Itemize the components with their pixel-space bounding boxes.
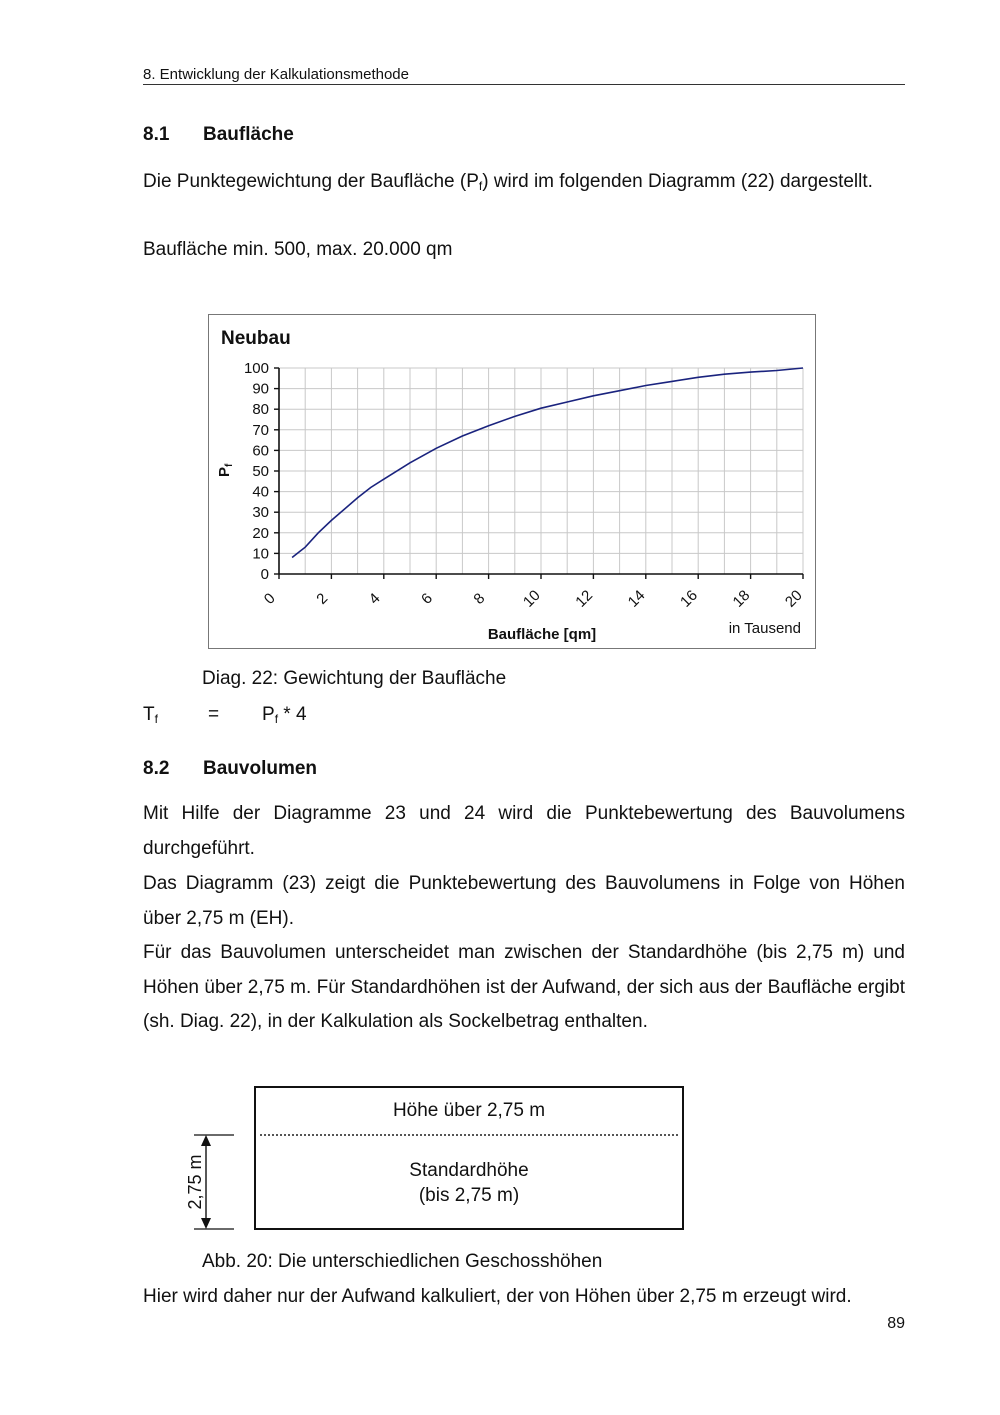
x-tick-label: 4 (365, 589, 384, 608)
x-tick-label: 8 (470, 589, 489, 608)
y-tick-label: 20 (252, 524, 269, 542)
x-tick-label: 20 (781, 586, 806, 611)
series-line-neubau (292, 368, 803, 558)
chart-frame (208, 314, 816, 649)
x-tick-label: 2 (313, 589, 332, 608)
formula (143, 704, 543, 730)
para-text-end: ) wird im folgenden Diagramm (22) dargestellt. (482, 171, 873, 192)
upper-height-label: Höhe über 2,75 m (392, 1100, 546, 1121)
formula-rhs: $P_f * 4$ (262, 704, 307, 726)
running-header: 8. Entwicklung der Kalkulationsmethode (143, 66, 905, 85)
section-2-paragraph-2: Das Diagramm (23) zeigt die Punktebewertung des Bauvolumens in Folge von Höhen über 2,75 m (EH). (143, 873, 905, 929)
y-tick-label: 90 (252, 380, 269, 398)
y-tick-label: 40 (252, 483, 269, 501)
x-unit-note: in Tausend (728, 620, 801, 637)
chart-title: Neubau (221, 328, 291, 349)
x-tick-label: 10 (519, 586, 544, 611)
y-tick-label: 0 (260, 566, 269, 583)
area-range-line: Baufläche min. 500, max. 20.000 qm (143, 239, 453, 260)
section-heading-8-1 (143, 124, 543, 148)
figure-caption: Abb. 20: Die unterschiedlichen Geschosshöhen (202, 1251, 603, 1272)
y-axis-label: $P_f$ (216, 463, 235, 477)
dimension-label: 2,75 m (185, 1154, 205, 1210)
section-heading-8-2 (143, 758, 543, 782)
closing-sentence: Hier wird daher nur der Aufwand kalkuliert, der von Höhen über 2,75 m erzeugt wird. (143, 1286, 852, 1307)
x-tick-label: 12 (572, 586, 597, 611)
x-tick-label: 16 (677, 586, 701, 611)
y-tick-label: 100 (243, 360, 269, 377)
x-axis-label: Baufläche [qm] (487, 626, 597, 643)
y-tick-label: 50 (252, 463, 269, 480)
para-text-start: Die Punktegewichtung der Baufläche (P (143, 171, 479, 192)
section-title: Bauvolumen (203, 758, 318, 779)
section-number: 8.1 (143, 124, 170, 145)
diagram-caption: Diag. 22: Gewichtung der Baufläche (202, 668, 507, 689)
x-tick-label: 18 (729, 586, 754, 611)
section-2-paragraph-1: Mit Hilfe der Diagramme 23 und 24 wird die Punktebewertung des Bauvolumens durchgeführt. (143, 803, 905, 859)
section-number: 8.2 (143, 758, 170, 779)
x-tick-label: 0 (260, 589, 279, 608)
y-tick-label: 60 (252, 442, 269, 460)
section-2-paragraph-3: Für das Bauvolumen unterscheidet man zwischen der Standardhöhe (bis 2,75 m) und Höhen über 2,75 m. Für Standardhöhen ist der Aufwand, der sich aus der Baufläche ergibt (sh. Diag. 22), in der Kalkulation als Sockelbetrag enthalten. (143, 942, 905, 1032)
y-tick-label: 80 (252, 401, 269, 419)
standard-height-title: Standardhöhe (409, 1160, 529, 1181)
y-tick-label: 70 (252, 421, 269, 439)
section-title: Baufläche (203, 124, 294, 145)
formula-equals: = (208, 704, 220, 725)
page-number: 89 (887, 1315, 905, 1332)
y-tick-label: 10 (252, 545, 269, 563)
para-subscript: f (478, 179, 483, 193)
dotted-divider (260, 1134, 678, 1136)
standard-height-label (256, 1158, 682, 1208)
y-tick-label: 30 (252, 504, 269, 522)
neubau-chart (209, 315, 815, 648)
formula-lhs: $T_f$ (143, 704, 158, 726)
arrow-up-icon (201, 1135, 211, 1146)
standard-height-range: (bis 2,75 m) (418, 1185, 520, 1206)
height-dimension-marker (180, 1126, 240, 1236)
section-1-paragraph (143, 165, 905, 204)
x-tick-label: 6 (418, 589, 436, 608)
storey-height-box (254, 1086, 684, 1230)
arrow-down-icon (201, 1218, 211, 1229)
x-tick-label: 14 (624, 586, 649, 611)
